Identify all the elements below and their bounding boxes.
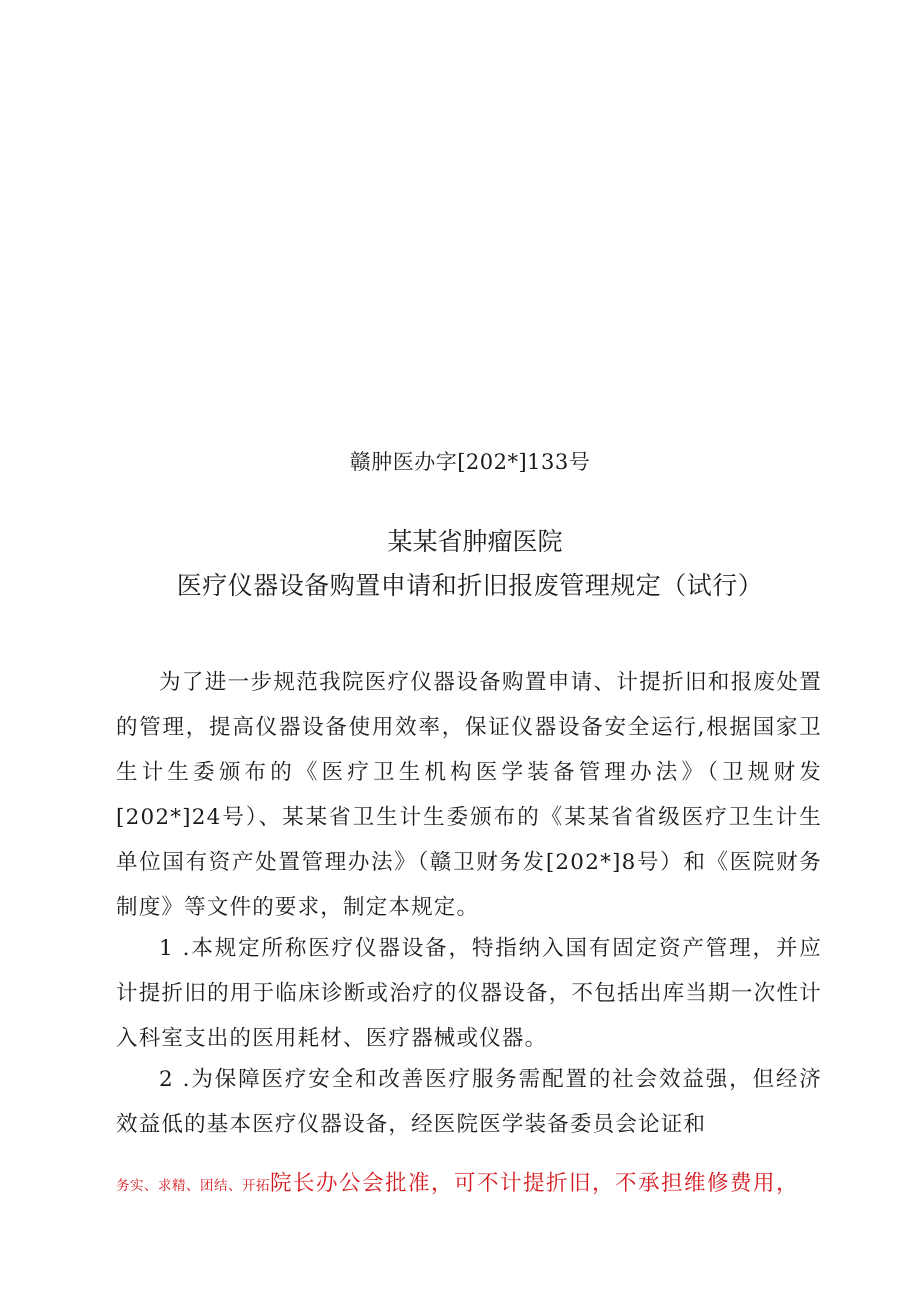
organization-title: 某某省肿瘤医院: [387, 527, 563, 556]
footer-line: [116, 1166, 822, 1197]
intro-paragraph-block: [116, 660, 822, 930]
footer-continuation-text: 院长办公会批准，可不计提折旧，不承担维修费用，: [270, 1171, 800, 1196]
footer-motto: 务实、求精、团结、开拓: [116, 1178, 270, 1194]
regulation-title: 医疗仪器设备购置申请和折旧报废管理规定（试行）: [176, 571, 764, 600]
clause-1-block: [116, 926, 822, 1061]
document-number: 赣肿医办字[202*]133号: [349, 450, 591, 474]
clause-1-paragraph: 1 .本规定所称医疗仪器设备，特指纳入国有固定资产管理，并应计提折旧的用于临床诊断或治疗的仪器设备，不包括出库当期一次性计入科室支出的医用耗材、医疗器械或仪器。: [116, 936, 822, 1051]
clause-2-paragraph: 2 .为保障医疗安全和改善医疗服务需配置的社会效益强，但经济效益低的基本医疗仪器设备，经医院医学装备委员会论证和: [116, 1067, 822, 1137]
intro-paragraph: 为了进一步规范我院医疗仪器设备购置申请、计提折旧和报废处置的管理，提高仪器设备使用效率，保证仪器设备安全运行,根据国家卫生计生委颁布的《医疗卫生机构医学装备管理办法》（卫规财发[202*]24号）、某某省卫生计生委颁布的《某某省省级医疗卫生计生单位国有资产处置管理办法》（赣卫财务发[202*]8号）和《医院财务制度》等文件的要求，制定本规定。: [116, 670, 822, 920]
clause-2-block: [116, 1057, 822, 1147]
